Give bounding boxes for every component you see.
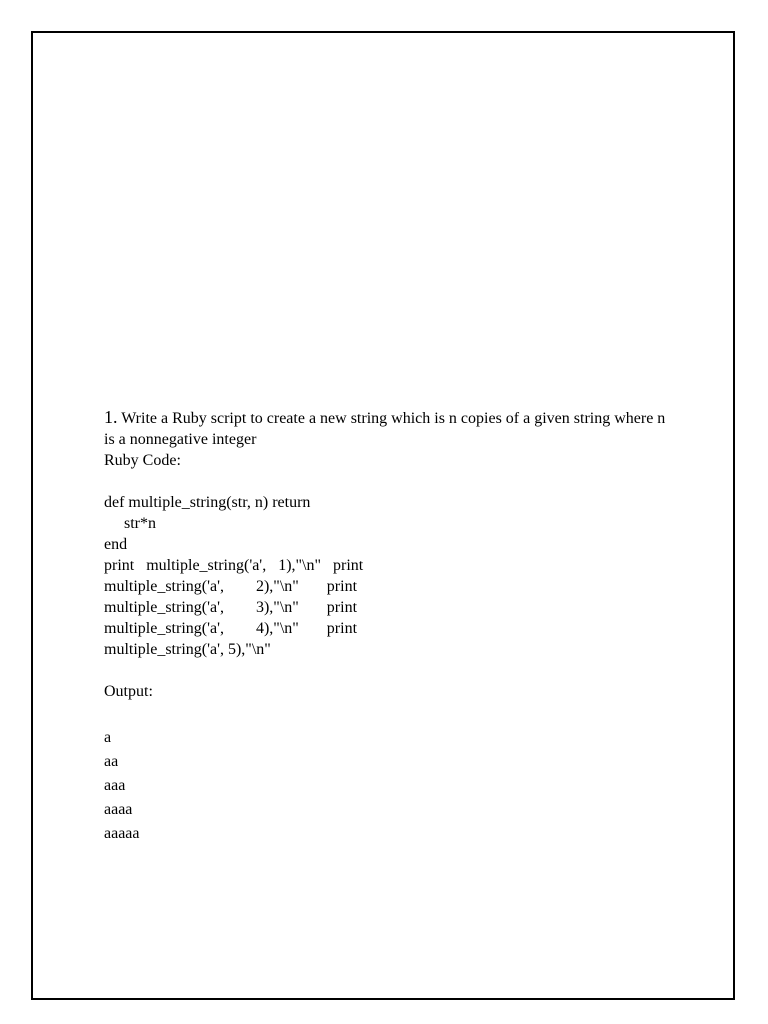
spacer	[104, 471, 732, 492]
code-line: end	[104, 536, 128, 553]
code-line: multiple_string('a', 3),"\n" print	[104, 599, 358, 616]
spacer	[104, 660, 732, 681]
code-line: def multiple_string(str, n) return	[104, 494, 311, 511]
code-label: Ruby Code:	[104, 452, 181, 469]
output-line: aaaaa	[104, 825, 140, 842]
output-block	[104, 726, 732, 846]
code-line: multiple_string('a', 4),"\n" print	[104, 620, 358, 637]
question-number: 1.	[104, 407, 118, 427]
output-line: a	[104, 729, 112, 746]
output-line: aaa	[104, 777, 126, 794]
code-line: multiple_string('a', 5),"\n"	[104, 641, 271, 658]
code-line: multiple_string('a', 2),"\n" print	[104, 578, 358, 595]
question-text-2: is a nonnegative integer	[104, 431, 257, 448]
code-line: str*n	[124, 515, 156, 532]
code-block	[104, 492, 732, 660]
question-line-1	[104, 407, 732, 429]
output-line: aa	[104, 753, 119, 770]
code-line: print multiple_string('a', 1),"\n" print	[104, 557, 364, 574]
document-content	[104, 407, 732, 846]
output-line: aaaa	[104, 801, 133, 818]
output-label: Output:	[104, 683, 153, 700]
question-text-1: Write a Ruby script to create a new string which is n copies of a given string where n	[117, 410, 666, 427]
